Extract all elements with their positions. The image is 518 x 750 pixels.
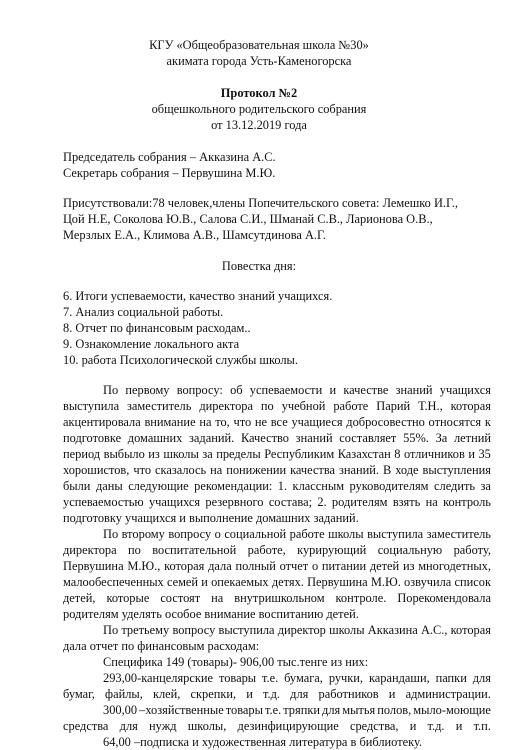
body-line: 293,00-канцелярские товары т.е. бумага, ручки, карандаши, папки для	[103, 671, 491, 685]
agenda-item: 8. Отчет по финансовым расходам..	[63, 321, 251, 335]
org-akimat-line: акимата города Усть-Каменогорска	[166, 54, 352, 68]
protocol-date: от 13.12.2019 года	[211, 118, 307, 132]
attendance-line-1: Присутствовали:78 человек,члены Попечительского совета: Лемешко И.Г.,	[63, 196, 458, 210]
body-line: директора по воспитательной работе, курирующий социальную работу,	[63, 543, 491, 557]
body-line: дала отчет по финансовым расходам:	[63, 639, 260, 653]
attendance-line-3: Мерзлых Е.А., Климова А.В., Шамсутдинова А.Г.	[63, 228, 326, 242]
org-name-line: КГУ «Общеобразовательная школа №30»	[149, 38, 369, 52]
body-line: Специфика 149 (товары)- 906,00 тыс.тенге из них:	[103, 655, 369, 669]
body-line: были даны следующие рекомендации: 1. классным руководителям следить за	[63, 479, 491, 493]
body-line: По второму вопросу о социальной работе школы выступила заместитель	[103, 527, 491, 541]
body-line: период выбыло из школы за пределы Республиким Казахстан 8 отличников и 35	[63, 447, 491, 461]
body-line: малообеспеченных семей и опекаемых детях. Первушина М.Ю. озвучила список	[63, 575, 491, 589]
body-line: подготовке домашних заданий. Качество знаний составляет 55%. За летний	[63, 431, 491, 445]
agenda-item: 6. Итоги успеваемости, качество знаний учащихся.	[63, 289, 333, 303]
body-line: выступила заместитель директора по учебной работе Парий Т.Н., которая	[63, 399, 491, 413]
body-line: акцентировала внимание на то, что не все учащиеся добросовестно относятся к	[63, 415, 491, 429]
body-line: Первушина М.Ю., которая дала полный отчет о питании детей из многодетных,	[63, 559, 491, 573]
chairperson-line: Председатель собрания – Акказина А.С.	[63, 150, 276, 164]
body-line: хорошистов, что сказалось на понижении качества знаний. В ходе выступления	[63, 463, 491, 477]
body-line: бумаг, файлы, клей, скрепки, и т.д. для работников и администрации.	[63, 687, 491, 701]
agenda-item: 7. Анализ социальной работы.	[63, 305, 224, 319]
secretary-line: Секретарь собрания – Первушина М.Ю.	[63, 166, 276, 180]
body-line: детей, которые состоят на внутришкольном контроле. Порекомендовала	[63, 591, 491, 605]
agenda-heading: Повестка дня:	[221, 259, 297, 273]
agenda-item: 9. Ознакомление локального акта	[63, 337, 240, 351]
body-line: средства для нужд школы, дезинфицирующие средства, и т.д. и т.п.	[63, 719, 491, 733]
body-line: подготовку учащихся и выполнение домашних заданий.	[63, 511, 359, 525]
body-line: По третьему вопросу выступила директор школы Акказина А.С., которая	[103, 623, 491, 637]
attendance-line-2: Цой Н.Е, Соколова Ю.В., Салова С.И., Шманай С.В., Ларионова О.В.,	[63, 212, 433, 226]
protocol-title: Протокол №2	[220, 86, 298, 100]
protocol-subtitle: общешкольного родительского собрания	[151, 102, 367, 116]
agenda-item: 10. работа Психологической службы школы.	[63, 353, 298, 367]
body-line: 300,00 –хозяйственные товары т.е. тряпки для мытья полов, мыло-моющие	[103, 703, 491, 717]
body-line: По первому вопросу: об успеваемости и качестве знаний учащихся	[103, 383, 491, 397]
body-line: 64,00 –подписка и художественная литература в библиотеку.	[103, 735, 423, 749]
body-line: успеваемостью учащихся резервного состава; 2. родителям взять на контроль	[63, 495, 491, 509]
body-line: родителям уделять особое внимание воспитанию детей.	[63, 607, 359, 621]
